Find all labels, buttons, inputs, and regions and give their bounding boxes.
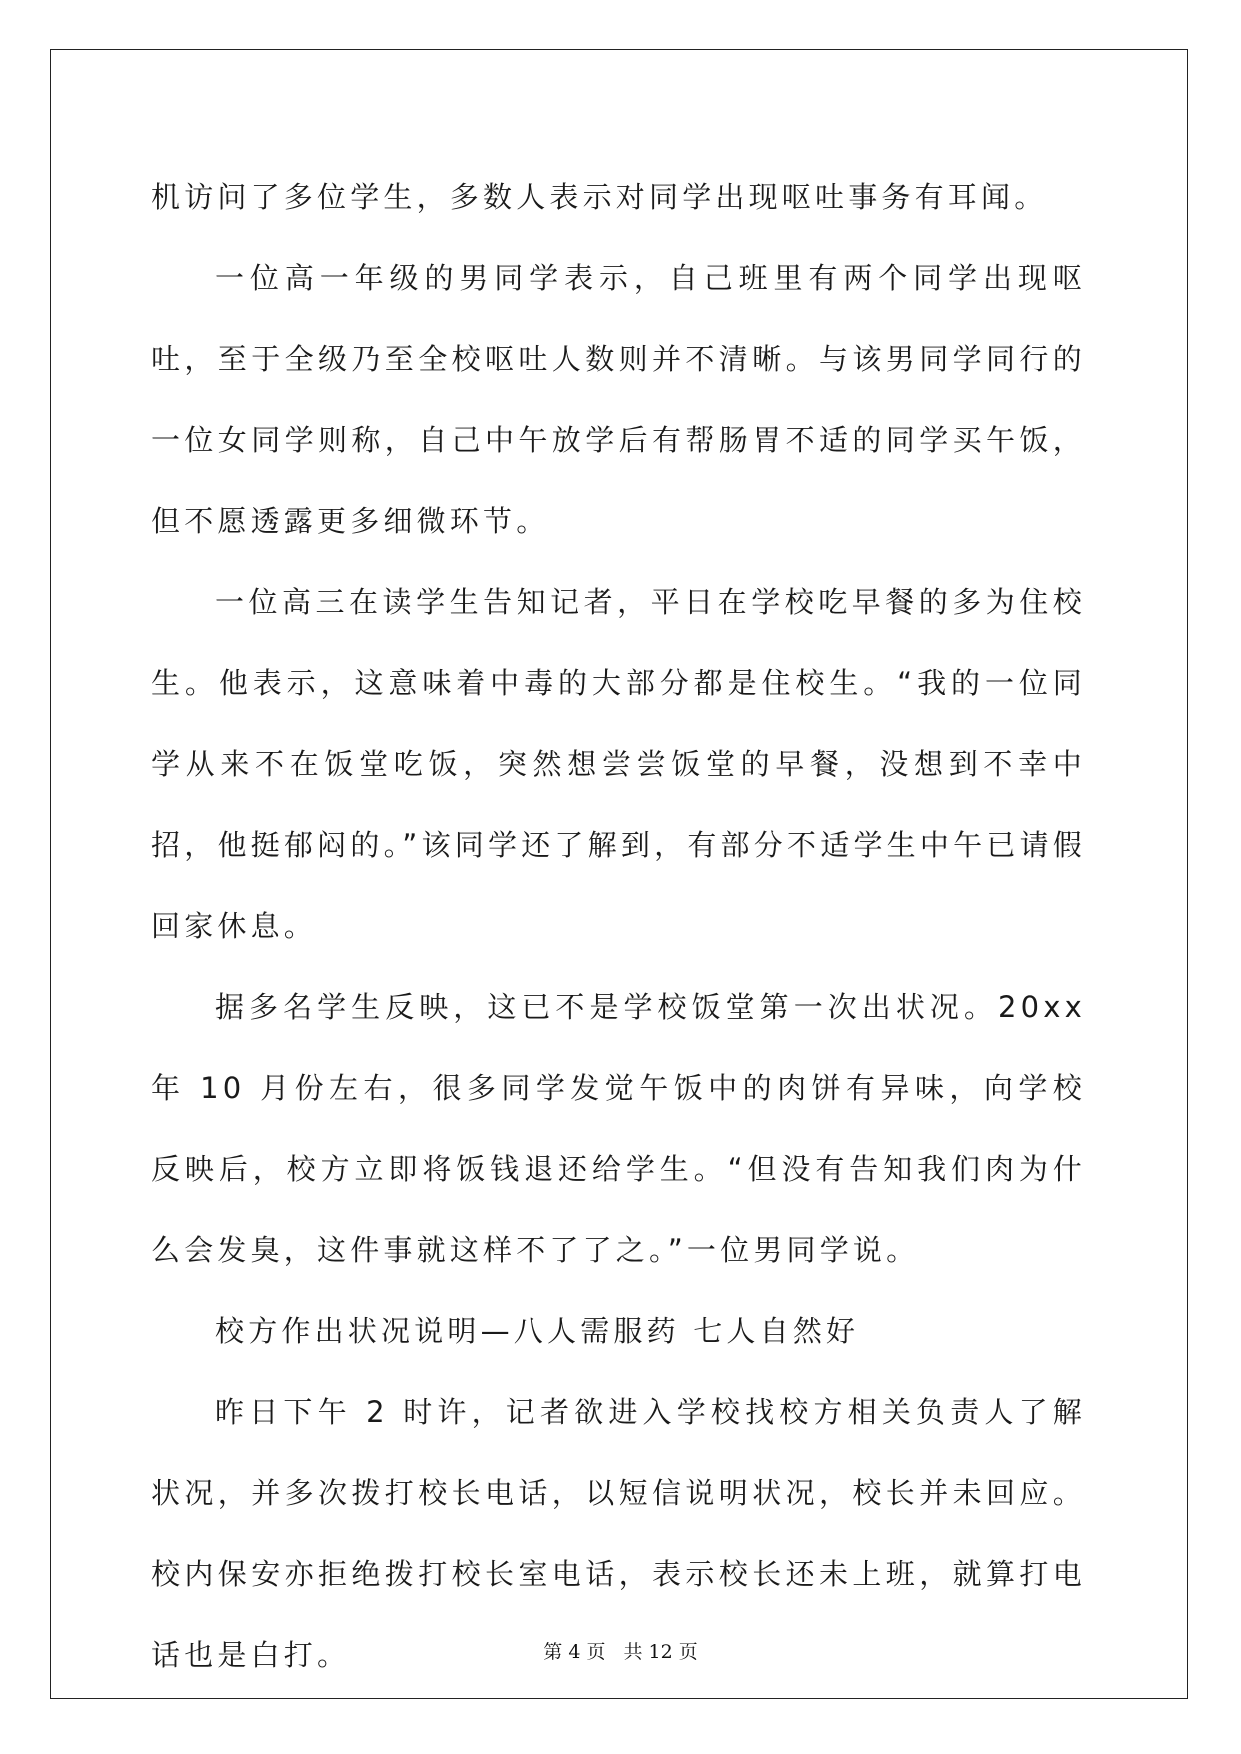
paragraph-3: 一位高三在读学生告知记者，平日在学校吃早餐的多为住校生。他表示，这意味着中毒的大部分都是住校生。“我的一位同学从来不在饭堂吃饭，突然想尝尝饭堂的早餐，没想到不幸中招，他挺郁闷的。”该同学还了解到，有部分不适学生中午已请假回家休息。 [151,585,1086,943]
paragraph-5: 昨日下午 2 时许，记者欲进入学校找校方相关负责人了解状况，并多次拨打校长电话，以短信说明状况，校长并未回应。校内保安亦拒绝拨打校长室电话，表示校长还未上班，就算打电话也是白打。 [151,1395,1086,1672]
page-footer [0,1637,1241,1664]
page-total: 共 12 页 [623,1641,698,1663]
page-number: 第 4 页 [543,1641,606,1663]
paragraph-2: 一位高一年级的男同学表示，自己班里有两个同学出现呕吐，至于全级乃至全校呕吐人数则并不清晰。与该男同学同行的一位女同学则称，自己中午放学后有帮肠胃不适的同学买午饭，但不愿透露更多细微环节。 [151,261,1086,538]
paragraph-1: 机访问了多位学生，多数人表示对同学出现呕吐事务有耳闻。 [151,180,1048,214]
paragraph-4: 据多名学生反映，这已不是学校饭堂第一次出状况。20xx 年 10 月份左右，很多同学发觉午饭中的肉饼有异味，向学校反映后，校方立即将饭钱退还给学生。“但没有告知我们肉为什么会发臭，这件事就这样不了了之。”一位男同学说。 [151,990,1086,1267]
document-body [151,157,1086,1696]
section-heading: 校方作出状况说明—八人需服药 七人自然好 [215,1314,860,1348]
